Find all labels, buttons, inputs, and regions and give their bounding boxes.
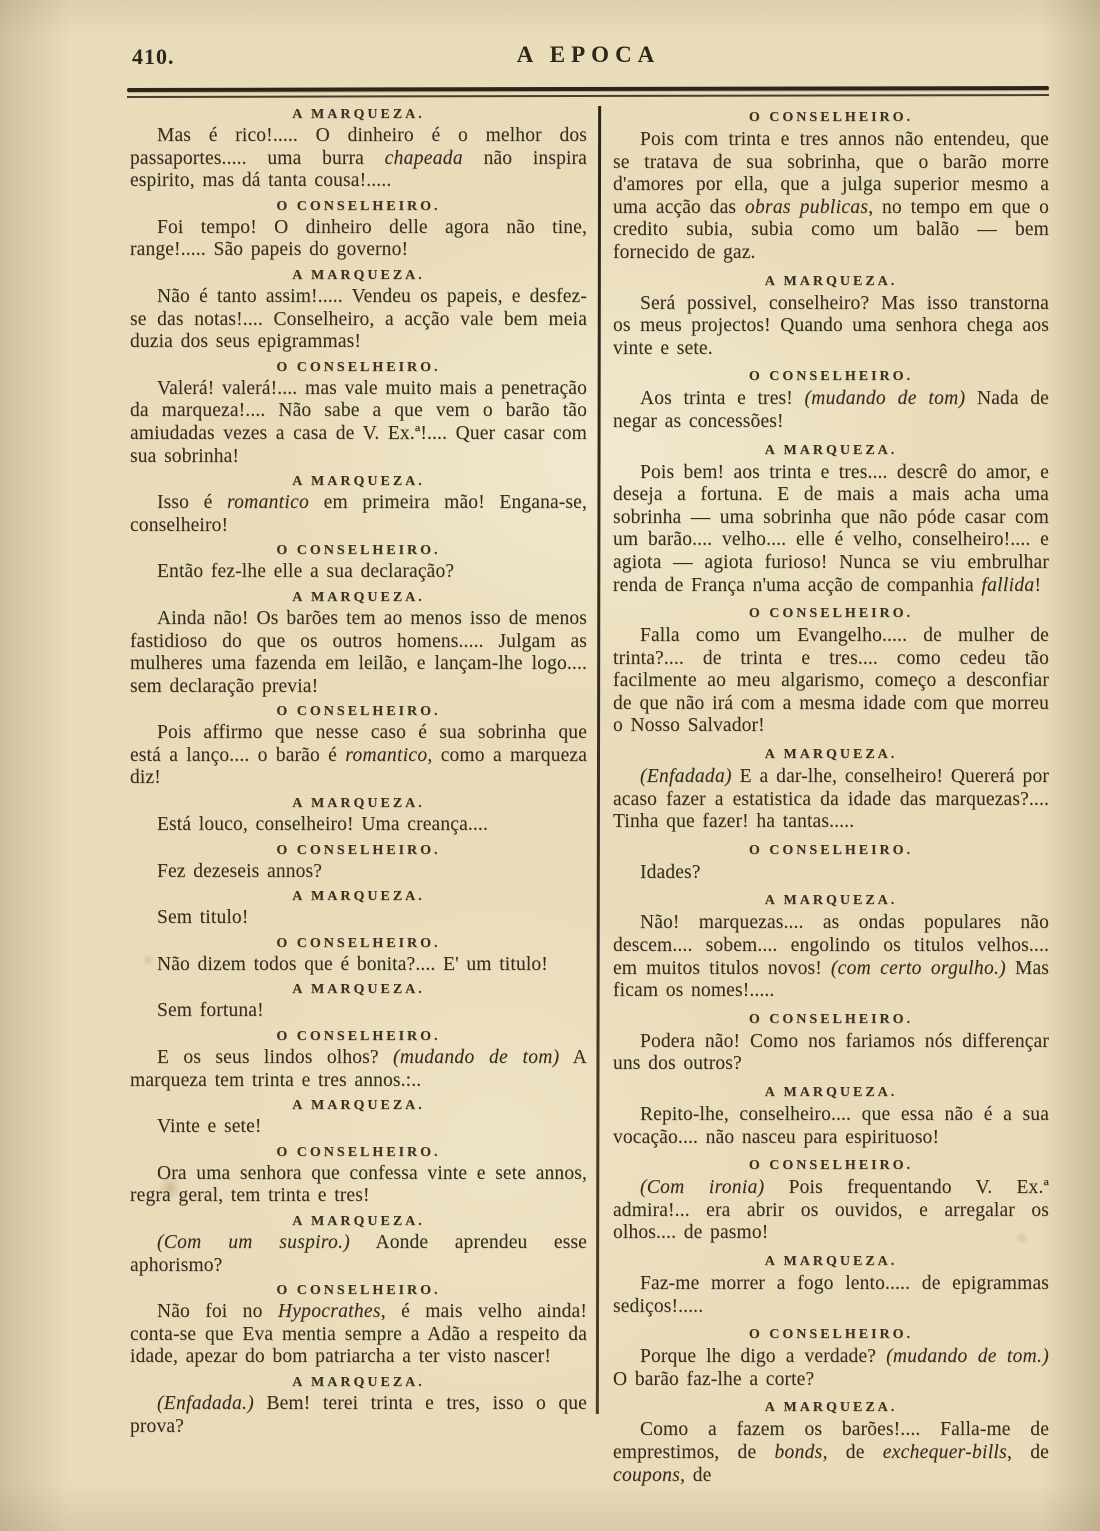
speaker-heading: O CONSELHEIRO. xyxy=(276,359,441,375)
speaker-heading: O CONSELHEIRO. xyxy=(748,606,914,622)
speech-text: Pois com trinta e tres annos não entendeu, que se tratava de sua sobrinha, que o barão morre d'amores por ella, que a julga superior mesmo a uma acção das xyxy=(613,129,1049,218)
speech-paragraph xyxy=(130,1301,587,1369)
speech-paragraph xyxy=(130,722,587,790)
speech-text: Repito-lhe, conselheiro.... que essa não é a sua vocação.... não nasceu para espirituoso! xyxy=(613,1104,1049,1148)
speech-paragraph xyxy=(130,378,587,468)
speaker-heading: A MARQUEZA. xyxy=(292,267,425,283)
speaker-heading: A MARQUEZA. xyxy=(292,1098,425,1114)
speaker-heading: A MARQUEZA. xyxy=(764,442,898,458)
speaker-heading: A MARQUEZA. xyxy=(764,1085,898,1100)
speech-paragraph xyxy=(130,492,587,537)
stage-direction: (Com ironia) xyxy=(640,1177,765,1199)
speech-paragraph xyxy=(613,625,1049,738)
speech-text: Podera não! Como nos fariamos nós differençar uns dos outros? xyxy=(613,1030,1049,1075)
speaker-heading: A MARQUEZA. xyxy=(764,1400,898,1416)
column-divider xyxy=(596,106,601,1414)
speech-paragraph xyxy=(613,862,1049,885)
speech-text: Mas ficam os nomes!..... xyxy=(613,957,1049,1002)
speech-text: , de xyxy=(822,1441,883,1463)
speech-text: Isso é xyxy=(157,492,227,514)
speaker-heading: O CONSELHEIRO. xyxy=(276,198,441,214)
speaker-heading: A MARQUEZA. xyxy=(292,1374,425,1390)
speech-paragraph xyxy=(130,1116,587,1139)
speech-text: E os seus lindos olhos? xyxy=(157,1047,394,1069)
speech-text: Ainda não! Os barões tem ao menos isso de menos fastidioso do que os outros homens..... Julgam as mulheres uma fazenda em leilão, e lançam-lhe logo.... sem declaração previa! xyxy=(130,607,587,697)
speaker-heading: A MARQUEZA. xyxy=(764,893,898,909)
speech-paragraph xyxy=(130,217,587,262)
page-number: 410. xyxy=(132,44,175,69)
speech-paragraph xyxy=(130,561,587,584)
speaker-heading: O CONSELHEIRO. xyxy=(276,1283,441,1299)
speaker-heading: A MARQUEZA. xyxy=(292,889,425,905)
speech-text: Falla como um Evangelho..... de mulher de trinta?.... de trinta e tres.... como cedeu tão facilmente ao meu algarismo, começo a desconfiar de que não irá com a mesma idade com que morreu o Nosso Salvador! xyxy=(613,625,1049,737)
speech-paragraph xyxy=(613,293,1049,361)
speaker-heading: O CONSELHEIRO. xyxy=(748,1158,914,1174)
stage-direction: romantico xyxy=(345,744,428,766)
speech-text: Está louco, conselheiro! Uma creança.... xyxy=(157,814,488,836)
speech-text: Não! marquezas.... as ondas populares não descem.... sobem.... engolindo os titulos velhos.... em muitos titulos novos! xyxy=(613,912,1049,979)
speaker-heading: O CONSELHEIRO. xyxy=(748,842,914,858)
stage-direction: exchequer-bills xyxy=(882,1441,1008,1463)
speech-text: Idades? xyxy=(640,861,701,883)
stage-direction: bonds xyxy=(774,1441,823,1463)
speech-paragraph xyxy=(130,1163,587,1208)
speech-paragraph xyxy=(130,1047,587,1092)
speech-paragraph xyxy=(613,1346,1049,1391)
speech-text: Aonde aprendeu esse aphorismo? xyxy=(130,1232,587,1276)
speech-text: Ora uma senhora que confessa vinte e sete annos, regra geral, tem trinta e tres! xyxy=(130,1162,587,1207)
speech-text: Então fez-lhe elle a sua declaração? xyxy=(157,561,455,583)
speech-text: Será possivel, conselheiro? Mas isso transtorna os meus projectos! Quando uma senhora chega aos vinte e sete. xyxy=(613,292,1049,359)
speech-text: Como a fazem os barões!.... Falla-me de emprestimos, de xyxy=(613,1419,1049,1463)
stage-direction: (mudando de tom) xyxy=(804,388,966,410)
speech-text: Pois frequentando V. Ex.ª admira!... era abrir os ouvidos, e arregalar os olhos.... de pasmo! xyxy=(613,1177,1050,1244)
speech-text: Sem fortuna! xyxy=(157,1000,264,1022)
speech-text: Mas é rico!..... O dinheiro é o melhor dos passaportes..... uma burra xyxy=(130,125,587,169)
speech-paragraph xyxy=(130,954,587,977)
speech-paragraph xyxy=(613,462,1049,598)
speaker-heading: O CONSELHEIRO. xyxy=(748,369,914,385)
speech-text: ! xyxy=(1034,574,1042,596)
speech-text: Não dizem todos que é bonita?.... E' um titulo! xyxy=(157,953,548,975)
speech-paragraph xyxy=(130,1393,587,1438)
speaker-heading: A MARQUEZA. xyxy=(292,1214,425,1229)
speech-paragraph xyxy=(130,125,587,193)
header-rule-thin xyxy=(127,94,1049,98)
speaker-heading: O CONSELHEIRO. xyxy=(276,935,441,951)
stage-direction: (mudando de tom.) xyxy=(886,1346,1049,1368)
stage-direction: (mudando de tom) xyxy=(393,1047,560,1069)
speech-text: Não foi no xyxy=(157,1301,278,1323)
speech-paragraph xyxy=(613,766,1049,834)
stage-direction: coupons xyxy=(613,1464,681,1486)
speech-text: Valerá! valerá!.... mas vale muito mais a penetração da marqueza!.... Não sabe a que vem o barão tão amiudadas vezes a casa de V. Ex.ª!.... Quer casar com sua sobrinha! xyxy=(130,377,587,467)
stage-direction: Hypocrathes xyxy=(277,1301,381,1323)
speech-paragraph xyxy=(130,1000,587,1023)
speech-text: Faz-me morrer a fogo lento..... de epigrammas sediços!..... xyxy=(613,1272,1049,1317)
speaker-heading: O CONSELHEIRO. xyxy=(748,1011,914,1027)
newspaper-title: A EPOCA xyxy=(516,42,661,67)
stage-direction: (Enfadada.) xyxy=(157,1392,254,1414)
stage-direction: chapeada xyxy=(384,147,463,169)
speaker-heading: O CONSELHEIRO. xyxy=(748,110,914,125)
speaker-heading: O CONSELHEIRO. xyxy=(276,1144,441,1160)
speech-text: O barão faz-lhe a corte? xyxy=(613,1368,815,1390)
speech-text: em primeira mão! Engana-se, conselheiro! xyxy=(130,492,588,536)
stage-direction: (Enfadada) xyxy=(640,766,732,788)
speaker-heading: A MARQUEZA. xyxy=(764,747,898,763)
speech-text: , de xyxy=(1007,1441,1049,1463)
stage-direction: obras publicas xyxy=(744,196,869,218)
speech-text: Nada de negar as concessões! xyxy=(613,388,1049,432)
speech-paragraph xyxy=(613,1177,1049,1245)
speech-paragraph xyxy=(130,1232,587,1277)
speech-paragraph xyxy=(613,1419,1049,1487)
speaker-heading: O CONSELHEIRO. xyxy=(276,704,441,720)
speaker-heading: O CONSELHEIRO. xyxy=(276,543,441,559)
speech-text: Foi tempo! O dinheiro delle agora não tine, range!..... São papeis do governo! xyxy=(130,216,587,261)
header-rule-thick xyxy=(127,86,1049,92)
speech-text: Pois bem! aos trinta e tres.... descrê do amor, e deseja a fortuna. E de mais a mais acha uma sobrinha — uma sobrinha que não póde casar com um barão.... velho.... elle é velho, conselheiro!.... e agiota — agiota furioso! Nunca se viu embrulhar renda de França n'uma acção de companhia xyxy=(613,461,1049,596)
speech-text: , como a marqueza diz! xyxy=(130,744,588,789)
speaker-heading: A MARQUEZA. xyxy=(292,982,425,998)
speaker-heading: A MARQUEZA. xyxy=(292,796,425,812)
speaker-heading: O CONSELHEIRO. xyxy=(748,1327,914,1343)
speech-paragraph xyxy=(130,814,587,837)
speech-paragraph xyxy=(613,1273,1049,1318)
speech-paragraph xyxy=(613,388,1049,433)
right-column xyxy=(613,101,1049,1487)
speaker-heading: A MARQUEZA. xyxy=(764,1253,898,1269)
speech-text: Não é tanto assim!..... Vendeu os papeis, e desfez-se das notas!.... Conselheiro, a acção vale bem meia duzia dos seus epigrammas! xyxy=(130,285,587,353)
speech-text: Pois affirmo que nesse caso é sua sobrinha que está a lanço.... o barão é xyxy=(130,722,587,766)
speech-text: A marqueza tem trinta e tres annos.:.. xyxy=(130,1047,587,1091)
speech-text: , é mais velho ainda! conta-se que Eva mentia sempre a Adão a respeito da idade, apezar do bom patriarcha a ter visto nascer! xyxy=(130,1301,587,1368)
stage-direction: romantico xyxy=(226,492,310,514)
speech-text: , de xyxy=(680,1464,712,1486)
speech-text: Vinte e sete! xyxy=(157,1116,262,1138)
speech-text: Fez dezeseis annos? xyxy=(157,860,323,882)
speech-text: Bem! terei trinta e tres, isso o que prova? xyxy=(130,1392,587,1437)
speech-paragraph xyxy=(130,608,587,698)
stage-direction: (com certo orgulho.) xyxy=(830,957,1006,979)
speech-paragraph xyxy=(130,286,587,354)
speech-paragraph xyxy=(613,129,1049,265)
speech-paragraph xyxy=(613,912,1049,1002)
speaker-heading: A MARQUEZA. xyxy=(292,589,425,605)
stage-direction: (Com um suspiro.) xyxy=(157,1232,351,1253)
speech-text: E a dar-lhe, conselheiro! Quererá por acaso fazer a estatistica da idade das marquezas?.... Tinha que fazer! ha tantas..... xyxy=(613,766,1049,833)
speaker-heading: O CONSELHEIRO. xyxy=(276,1029,441,1045)
speech-paragraph xyxy=(613,1104,1049,1149)
speech-text: , no tempo em que o credito subia, subia como um balão — bem fornecido de gaz. xyxy=(613,196,1049,263)
speech-paragraph xyxy=(130,907,587,930)
speaker-heading: A MARQUEZA. xyxy=(292,107,425,122)
stage-direction: fallida xyxy=(981,574,1035,596)
speech-paragraph xyxy=(613,1031,1049,1076)
speech-text: Aos trinta e tres! xyxy=(640,388,805,410)
speech-text: Porque lhe digo a verdade? xyxy=(640,1346,887,1368)
speaker-heading: O CONSELHEIRO. xyxy=(276,842,441,858)
speech-text: não inspira espirito, mas dá tanta cousa!..... xyxy=(130,147,587,192)
speaker-heading: A MARQUEZA. xyxy=(764,273,898,289)
speech-text: Sem titulo! xyxy=(157,907,249,929)
speaker-heading: A MARQUEZA. xyxy=(292,474,425,490)
left-column xyxy=(130,101,587,1438)
speech-paragraph xyxy=(130,861,587,884)
